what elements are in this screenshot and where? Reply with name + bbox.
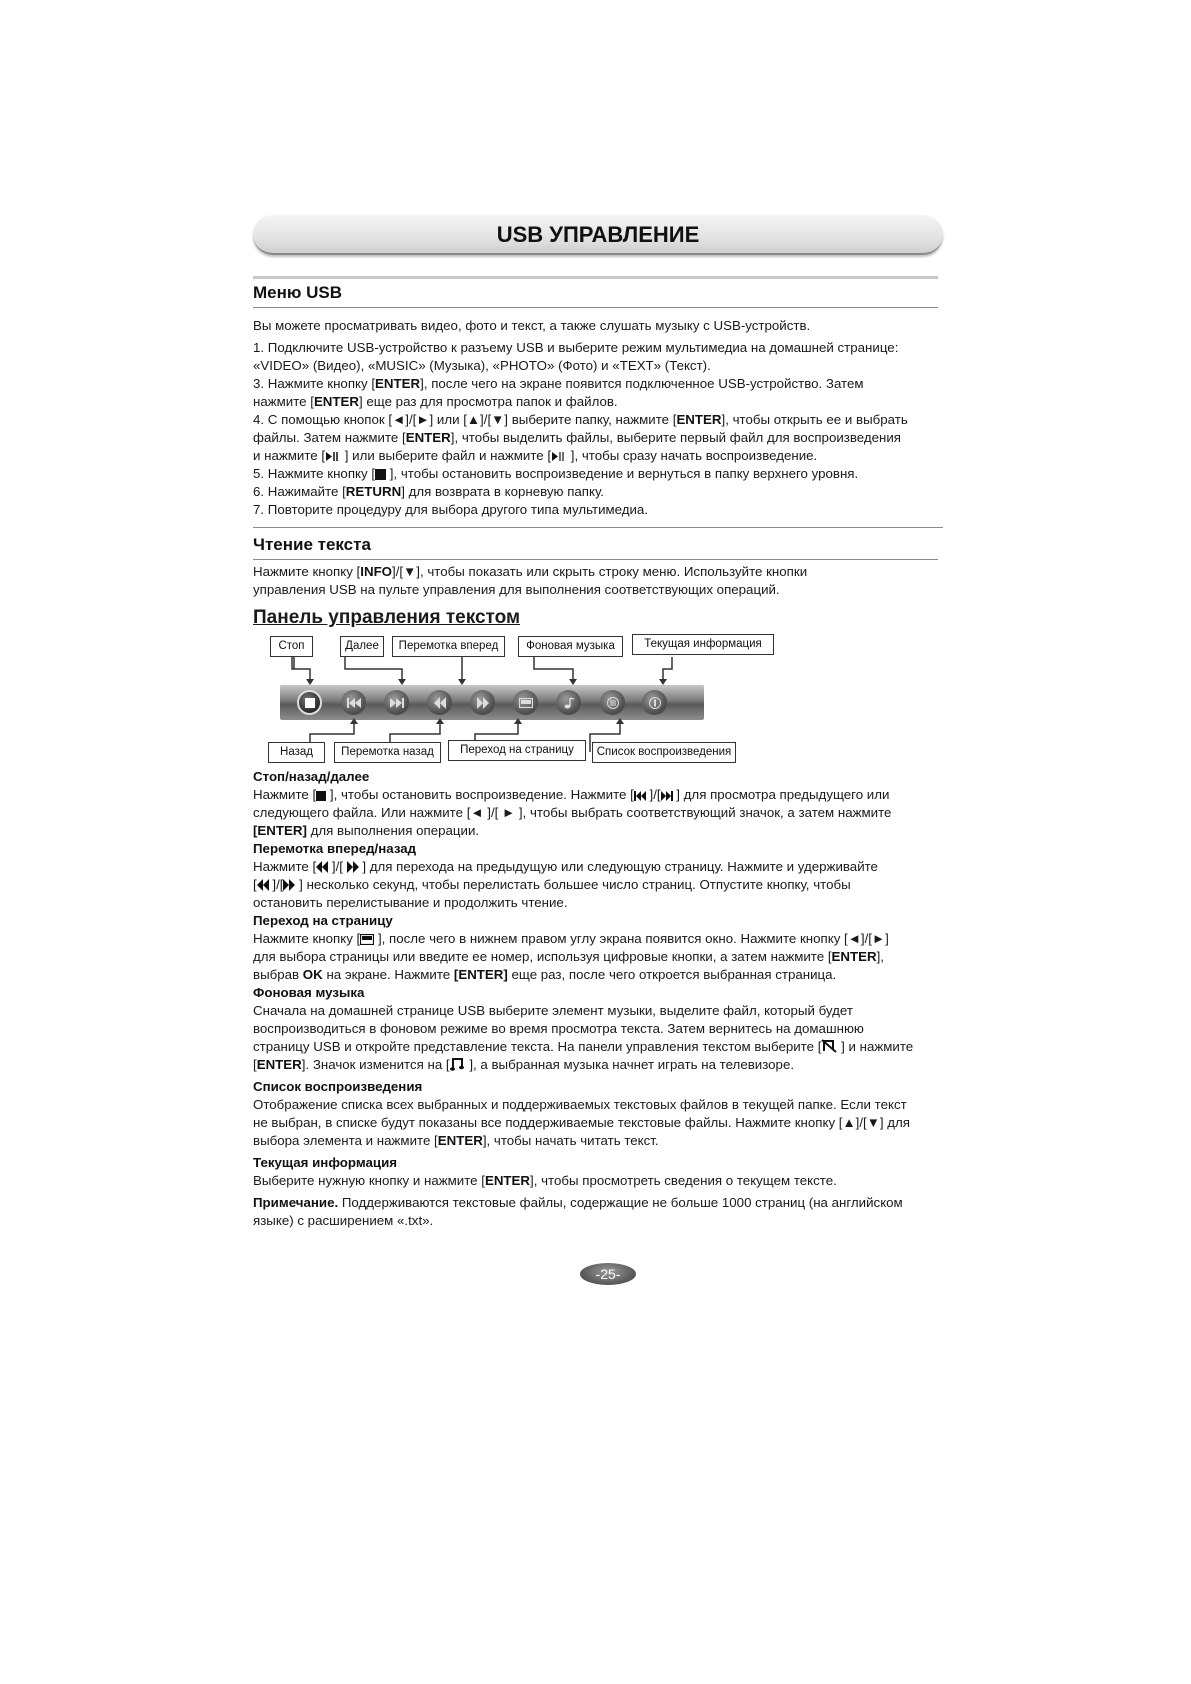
usb-menu-intro: Вы можете просматривать видео, фото и текст, а также слушать музыку с USB-устройств. bbox=[253, 318, 811, 333]
label-background-music: Фоновая музыка bbox=[518, 636, 623, 657]
rewind-icon bbox=[316, 861, 328, 873]
rewind-icon bbox=[434, 697, 446, 709]
label-previous: Назад bbox=[268, 742, 325, 763]
page-icon bbox=[519, 698, 533, 708]
step-4b: файлы. Затем нажмите [ENTER], чтобы выделить файлы, выберите первый файл для воспроизведения bbox=[253, 430, 902, 445]
info-button[interactable] bbox=[642, 690, 667, 715]
seek-title: Перемотка вперед/назад bbox=[253, 841, 417, 856]
reading-line-2: управления USB на пульте управления для выполнения соответствующих операций. bbox=[253, 582, 780, 597]
background-music-button[interactable] bbox=[556, 690, 581, 715]
page-header: USB УПРАВЛЕНИЕ bbox=[253, 215, 943, 255]
play-pause-icon bbox=[551, 451, 567, 462]
reading-title: Чтение текста bbox=[253, 535, 371, 554]
music-line-1: Сначала на домашней странице USB выберите элемент музыки, выделите файл, который будет bbox=[253, 1003, 853, 1018]
playlist-line-3: выбора элемента и нажмите [ENTER], чтобы начать читать текст. bbox=[253, 1133, 659, 1148]
label-current-info: Текущая информация bbox=[632, 634, 774, 655]
label-next: Далее bbox=[340, 636, 384, 657]
label-fast-forward: Перемотка вперед bbox=[392, 636, 505, 657]
goto-title: Переход на страницу bbox=[253, 913, 393, 928]
step-4a: 4. С помощью кнопок [◄]/[►] или [▲]/[▼] выберите папку, нажмите [ENTER], чтобы открыть ее и выбрать bbox=[253, 412, 908, 427]
usb-menu-title: Меню USB bbox=[253, 283, 343, 302]
reading-line-1: Нажмите кнопку [INFO]/[▼], чтобы показать или скрыть строку меню. Используйте кнопки bbox=[253, 564, 808, 579]
step-7: 7. Повторите процедуру для выбора другого типа мультимедиа. bbox=[253, 502, 649, 517]
stop-line-1: Нажмите [ ], чтобы остановить воспроизведение. Нажмите [ ]/[ ] для просмотра предыдущего или bbox=[253, 787, 890, 802]
section-title-usb-menu bbox=[253, 276, 938, 307]
music-line-4: [ENTER]. Значок изменится на [ ], а выбранная музыка начнет играть на телевизоре. bbox=[253, 1057, 795, 1072]
fast-forward-icon bbox=[347, 861, 359, 873]
go-to-page-button[interactable] bbox=[513, 690, 538, 715]
reading-body bbox=[253, 563, 953, 599]
music-title: Фоновая музыка bbox=[253, 985, 365, 1000]
goto-line-3: выбрав OK на экране. Нажмите [ENTER] еще раз, после чего откроется выбранная страница. bbox=[253, 967, 837, 982]
music-line-3: страницу USB и откройте представление текста. На панели управления текстом выберите [ ] и нажмите bbox=[253, 1039, 914, 1054]
label-stop: Стоп bbox=[270, 636, 313, 657]
divider bbox=[253, 527, 943, 528]
previous-button[interactable] bbox=[341, 690, 366, 715]
usb-menu-body bbox=[253, 317, 953, 519]
skip-back-icon bbox=[634, 791, 646, 801]
step-4c: и нажмите [ ] или выберите файл и нажмите [ ], чтобы сразу начать воспроизведение. bbox=[253, 448, 818, 463]
stop-line-2: следующего файла. Или нажмите [◄ ]/[ ► ], чтобы выбрать соответствующий значок, а затем нажмите bbox=[253, 805, 892, 820]
skip-forward-icon bbox=[390, 698, 404, 708]
step-1a: 1. Подключите USB-устройство к разъему USB и выберите режим мультимедиа на домашней странице: bbox=[253, 340, 899, 355]
descriptions bbox=[253, 768, 963, 1230]
seek-line-2: [ ]/[ ] несколько секунд, чтобы перелистать большее число страниц. Отпустите кнопку, чтобы bbox=[253, 877, 851, 892]
stop-button[interactable] bbox=[297, 690, 322, 715]
section-title-reading bbox=[253, 531, 938, 559]
step-3a: 3. Нажмите кнопку [ENTER], после чего на экране появится подключенное USB-устройство. Затем bbox=[253, 376, 864, 391]
rewind-button[interactable] bbox=[427, 690, 452, 715]
seek-line-3: остановить перелистывание и продолжить чтение. bbox=[253, 895, 568, 910]
top-connectors bbox=[270, 657, 750, 687]
playlist-line-1: Отображение списка всех выбранных и поддерживаемых текстовых файлов в текущей папке. Если текст bbox=[253, 1097, 907, 1112]
step-5: 5. Нажмите кнопку [ ], чтобы остановить воспроизведение и вернуться в папку верхнего уровня. bbox=[253, 466, 859, 481]
info-icon bbox=[649, 697, 661, 709]
panel-title: Панель управления текстом bbox=[253, 607, 521, 628]
skip-forward-icon bbox=[661, 791, 673, 801]
label-rewind: Перемотка назад bbox=[334, 742, 441, 763]
fast-forward-icon bbox=[477, 697, 489, 709]
page-number: -25- bbox=[580, 1263, 636, 1285]
fast-forward-button[interactable] bbox=[470, 690, 495, 715]
goto-line-1: Нажмите кнопку [ ], после чего в нижнем правом углу экрана появится окно. Нажмите кнопку [◄]/[►] bbox=[253, 931, 889, 946]
note-line-1: Примечание. Поддерживаются текстовые файлы, содержащие не больше 1000 страниц (на английском bbox=[253, 1195, 903, 1210]
info-title: Текущая информация bbox=[253, 1155, 398, 1170]
playlist-title: Список воспроизведения bbox=[253, 1079, 423, 1094]
music-on-icon bbox=[450, 1057, 466, 1071]
goto-line-2: для выбора страницы или введите ее номер, используя цифровые кнопки, а затем нажмите [ENTER], bbox=[253, 949, 884, 964]
stop-icon bbox=[316, 791, 326, 801]
next-button[interactable] bbox=[384, 690, 409, 715]
label-playlist: Список воспроизведения bbox=[592, 742, 736, 763]
step-1b: «VIDEO» (Видео), «MUSIC» (Музыка), «PHOTO» (Фото) и «TEXT» (Текст). bbox=[253, 358, 711, 373]
playlist-button[interactable] bbox=[600, 690, 625, 715]
fast-forward-icon bbox=[283, 879, 295, 891]
skip-back-icon bbox=[347, 698, 361, 708]
note-line-2: языке) с расширением «.txt». bbox=[253, 1213, 434, 1228]
stop-line-3: [ENTER] для выполнения операции. bbox=[253, 823, 480, 838]
stop-icon bbox=[305, 698, 315, 708]
info-line-1: Выберите нужную кнопку и нажмите [ENTER], чтобы просмотреть сведения о текущем тексте. bbox=[253, 1173, 837, 1188]
rewind-icon bbox=[257, 879, 269, 891]
stop-icon bbox=[375, 469, 386, 480]
seek-line-1: Нажмите [ ]/[ ] для перехода на предыдущую или следующую страницу. Нажмите и удерживайте bbox=[253, 859, 878, 874]
label-go-to-page: Переход на страницу bbox=[448, 740, 586, 761]
playlist-icon bbox=[607, 697, 619, 709]
music-line-2: воспроизводиться в фоновом режиме во время просмотра текста. Затем вернитесь на домашнюю bbox=[253, 1021, 864, 1036]
page-icon bbox=[360, 934, 374, 945]
step-3b: нажмите [ENTER] еще раз для просмотра папок и файлов. bbox=[253, 394, 618, 409]
playlist-line-2: не выбран, в списке будут показаны все поддерживаемые текстовые файлы. Нажмите кнопку [▲]/[▼] для bbox=[253, 1115, 910, 1130]
play-pause-icon bbox=[325, 451, 341, 462]
music-off-icon bbox=[821, 1039, 837, 1053]
step-6: 6. Нажимайте [RETURN] для возврата в корневую папку. bbox=[253, 484, 604, 499]
text-control-bar bbox=[280, 685, 704, 720]
stop-title: Стоп/назад/далее bbox=[253, 769, 370, 784]
music-note-icon bbox=[564, 697, 574, 709]
